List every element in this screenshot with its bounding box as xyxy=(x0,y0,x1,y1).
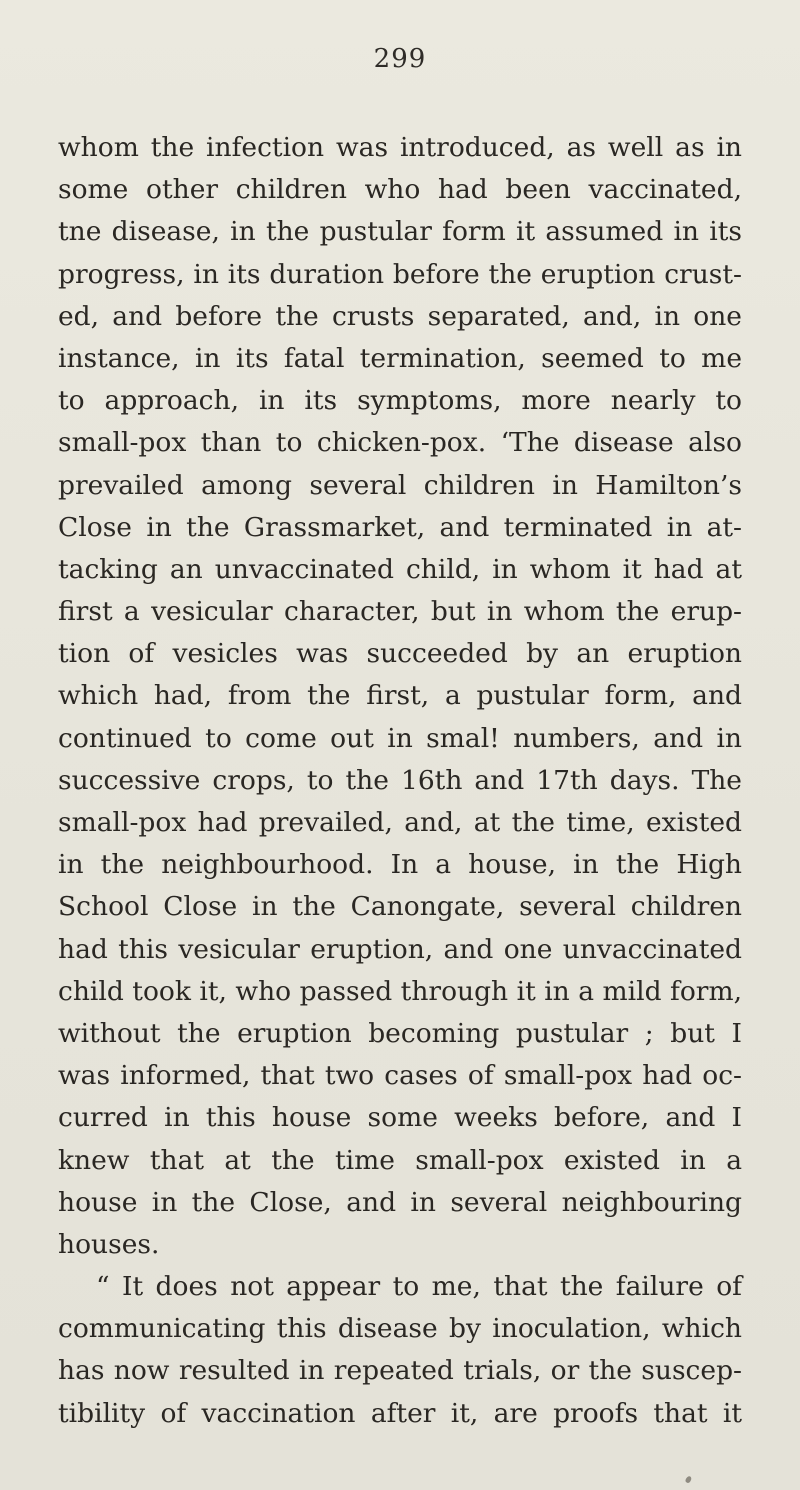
text-line: progress, in its duration before the eruption crust- xyxy=(58,258,742,290)
text-line: communicating this disease by inoculation, which xyxy=(58,1313,742,1345)
text-line: curred in this house some weeks before, and I xyxy=(58,1102,742,1134)
text-line: tne disease, in the pustular form it assumed in its xyxy=(58,216,742,248)
text-line: house in the Close, and in several neighbouring xyxy=(58,1186,742,1218)
text-line: small-pox had prevailed, and, at the time, existed xyxy=(58,807,742,838)
body-text xyxy=(58,127,742,1435)
text-line: had this vesicular eruption, and one unvaccinated xyxy=(58,933,742,965)
text-line: prevailed among several children in Hamilton’s xyxy=(58,469,742,501)
text-line: Close in the Grassmarket, and terminated in at- xyxy=(58,511,742,543)
text-line: in the neighbourhood. In a house, in the High xyxy=(58,849,742,881)
text-line: School Close in the Canongate, several children xyxy=(58,891,742,923)
text-line: successive crops, to the 16th and 17th days. The xyxy=(58,764,742,796)
text-line: tibility of vaccination after it, are proofs that it xyxy=(58,1397,742,1429)
text-line: was informed, that two cases of small-pox had oc- xyxy=(58,1060,742,1092)
text-line: ed, and before the crusts separated, and, in one xyxy=(58,300,742,332)
text-line: which had, from the first, a pustular form, and xyxy=(58,680,742,712)
text-line: knew that at the time small-pox existed in a xyxy=(58,1144,742,1176)
text-line: small-pox than to chicken-pox. ‘The disease also xyxy=(58,427,742,459)
text-line: instance, in its fatal termination, seemed to me xyxy=(58,342,742,374)
text-line: tion of vesicles was succeeded by an eruption xyxy=(58,638,742,670)
text-line: without the eruption becoming pustular ; but I xyxy=(58,1017,742,1049)
text-line: whom the infection was introduced, as well as in xyxy=(58,132,742,163)
text-line: has now resulted in repeated trials, or the suscep- xyxy=(58,1355,742,1387)
text-line: houses. xyxy=(58,1228,160,1260)
text-line: some other children who had been vaccinated, xyxy=(58,174,742,206)
text-line: to approach, in its symptoms, more nearly to xyxy=(58,385,742,417)
text-line: continued to come out in smal! numbers, and in xyxy=(58,722,742,754)
text-line: first a vesicular character, but in whom the erup- xyxy=(58,596,742,628)
paper-speck xyxy=(685,1475,693,1484)
text-line: “ It does not appear to me, that the failure of xyxy=(96,1271,742,1303)
text-line: tacking an unvaccinated child, in whom it had at xyxy=(58,553,742,585)
text-line: child took it, who passed through it in a mild form, xyxy=(58,975,742,1007)
page-number: 299 xyxy=(373,44,427,74)
